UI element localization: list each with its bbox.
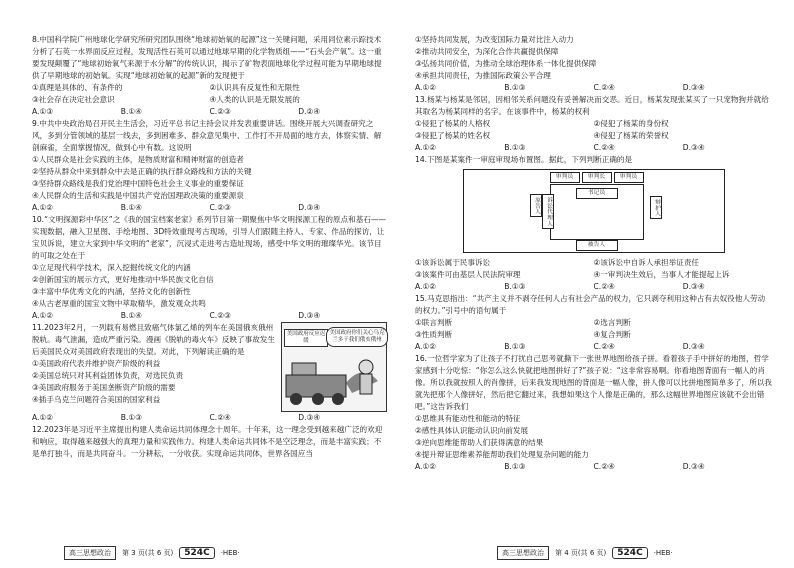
q14-choice-b: B.①③ xyxy=(504,282,526,291)
footer-tag: ·HEB· xyxy=(653,549,673,557)
q11-option-4: ④插手乌克兰问题符合美国的国家利益 xyxy=(32,395,161,404)
q13-option-1: ①侵犯了杨某的人格权 xyxy=(415,119,491,128)
q8-option-4: ④人类的认识是无限发展的 xyxy=(209,95,300,104)
q8-choice-a: A.①③ xyxy=(32,107,54,116)
q12-option-4: ④承担共同责任，为推国际政策公平合理 xyxy=(415,71,551,80)
q16-choice-d: D.③④ xyxy=(682,462,705,471)
q12-choice-c: C.②④ xyxy=(593,83,615,92)
cartoon-caption: 美国政府反应迟缓 xyxy=(284,329,328,347)
q15-choice-b: B.①③ xyxy=(504,342,526,351)
q16-option-2: ②感性具体认识能动认识向前发展 xyxy=(415,426,529,435)
q11-choice-c: C.②④ xyxy=(209,413,231,422)
question-9: 9.中共中央政治局召开民主生活会，习近平总书记主持会议并发表重要讲话。围绕开展大兴调查研究之风，多到分管领域的基层一线去，多到困难多、群众意见集中、工作打不开局面的地方去，体察实情、解剖麻雀，全面掌握情况，做到心中有数。这说明 xyxy=(32,119,382,152)
q11-option-1: ①美国政府代表并维护资产阶级的利益 xyxy=(32,359,161,368)
q11-option-2: ②美国总统只对其利益团体负责，对选民负责 xyxy=(32,371,184,380)
q10-choices xyxy=(32,310,387,322)
q9-choice-d: D.③④ xyxy=(298,203,321,212)
q10-choice-a: A.①② xyxy=(32,311,54,320)
q13-options xyxy=(415,118,772,142)
q9-option-1: ①人民群众是社会实践的主体，是物质财富和精神财富的创造者 xyxy=(32,155,244,164)
q12-option-3: ③弘扬共同价值，为推动全球治理体系一体化提供保障 xyxy=(415,59,597,68)
q15-choice-c: C.②④ xyxy=(593,342,615,351)
clerk-seat: 书记员 xyxy=(576,188,618,199)
q10-option-4: ④从古老厚重的国宝文物中萃取精华，激发观众共鸣 xyxy=(32,299,206,308)
q12-choices xyxy=(415,82,772,94)
q11-choices xyxy=(32,412,387,424)
q9-choices xyxy=(32,202,387,214)
q14-option-4: ④一审判决生效后，当事人才能提起上诉 xyxy=(593,270,730,279)
defendant-seat: 被告人 xyxy=(576,240,618,251)
q9-option-4: ④人民群众的生活和实践是中国共产党治国理政决策的重要源泉 xyxy=(32,191,244,200)
q8-option-3: ③社会存在决定社会意识 xyxy=(32,95,115,104)
q12-option-1: ①坚持共同发展，为改变国际力量对比注入动力 xyxy=(415,35,574,44)
q9-choice-c: C.②③ xyxy=(209,203,231,212)
q8-choice-d: D.②④ xyxy=(298,107,321,116)
q16-choice-b: B.①③ xyxy=(504,462,526,471)
q11-choice-d: D.③④ xyxy=(298,413,321,422)
courtroom-diagram xyxy=(463,169,725,253)
q9-choice-b: B.①④ xyxy=(120,203,142,212)
q13-choices xyxy=(415,142,772,154)
footer-subject: 高三思想政治 xyxy=(64,546,116,560)
q11-choice-a: A.①② xyxy=(32,413,54,422)
right-footer xyxy=(497,546,673,560)
q13-choice-a: A.①② xyxy=(415,143,437,152)
question-8: 8.中国科学院广州地球化学研究所研究团队围绕“地球初始氧的起源”这一关键问题，采用同位素示踪技术分析了石英一水界面反应过程，发现活性石英可以通过地球早期的化学物质组——“石头会产氧”。这一重要发现颠覆了“地球初始氧气来源于水分解”的传统认识，揭示了矿物表面地球化学过程可能为早期地球提供了早期地球的初始氧。实现“地球初始氧的起源”新的发现便于 xyxy=(32,35,382,80)
q10-option-2: ②创新国宝的展示方式，更好地推动中华民族文化自信 xyxy=(32,275,214,284)
q10-choice-b: B.①④ xyxy=(120,311,142,320)
judge-chief: 审判长 xyxy=(582,172,612,183)
judge-right: 审判员 xyxy=(614,172,644,183)
q9-option-2: ②坚持从群众中来到群众中去是正确的执行群众路线和方法的关键 xyxy=(32,167,252,176)
q15-option-1: ①联言判断 xyxy=(415,318,453,327)
q15-choices xyxy=(415,341,772,353)
judge-left: 审判员 xyxy=(550,172,580,183)
question-13: 13.杨某与杨某是邻居，因相邻关系问题没有妥善解决而交恶。近日，杨某发现张某买了一只宠物狗并就给其取名为杨某同样的名字。在该事件中，杨某的权利 xyxy=(415,95,769,116)
footer-page: 第 3 页(共 6 页) xyxy=(122,549,174,557)
footer-code: 524C xyxy=(612,547,647,559)
q8-options xyxy=(32,82,387,106)
footer-tag: ·HEB· xyxy=(220,549,240,557)
q13-choice-b: B.①③ xyxy=(504,143,526,152)
q16-choice-c: C.②④ xyxy=(593,462,615,471)
q15-option-2: ②选言判断 xyxy=(593,318,631,327)
q11-block xyxy=(32,322,387,412)
q10-option-1: ①立足现代科学技术，深入挖掘传统文化的内涵 xyxy=(32,263,191,272)
q14-choices xyxy=(415,281,772,293)
q10-choice-d: D.③④ xyxy=(298,311,321,320)
q15-option-4: ④复合判断 xyxy=(593,330,631,339)
question-11: 11.2023年2月，一列载有易燃且致癌气体氯乙烯的列车在美国俄亥俄州脱轨。毒气泄漏，造成严重污染。漫画《脱轨的毒火车》反映了事故发生后美国民众对美国政府表现出的失望。对此，下列解读正确的是 xyxy=(32,323,275,356)
q8-choices xyxy=(32,106,387,118)
q14-option-3: ③该案件可由基层人民法院审理 xyxy=(415,270,521,279)
defense-seat: 辩护人 xyxy=(650,196,662,219)
plaintiff-seat: 原告人 xyxy=(530,194,542,217)
q13-option-2: ②侵犯了杨某的身份权 xyxy=(593,119,669,128)
q15-option-3: ③性质判断 xyxy=(415,330,453,339)
q14-option-2: ②该诉讼中自诉人承担举证责任 xyxy=(593,258,700,267)
q13-choice-c: C.②④ xyxy=(593,143,615,152)
q15-options xyxy=(415,317,772,341)
q11-option-3: ③美国政府服务于美国垄断资产阶级的需要 xyxy=(32,383,176,392)
cartoon-image xyxy=(281,322,387,412)
q16-choice-a: A.①② xyxy=(415,462,437,471)
q15-choice-d: D.③④ xyxy=(682,342,705,351)
q8-option-1: ①真理是具体的、有条件的 xyxy=(32,83,123,92)
q13-choice-d: D.③④ xyxy=(682,143,705,152)
q9-option-3: ③坚持群众路线是我们党治理中国特色社会主义事业的重要保证 xyxy=(32,179,244,188)
q13-option-3: ③侵犯了杨某的姓名权 xyxy=(415,131,491,140)
q8-option-2: ②认识具有反复性和无限性 xyxy=(209,83,300,92)
q16-option-3: ③逆向思维能帮助人们获得满意的结果 xyxy=(415,438,544,447)
q16-option-1: ①思维具有能动性和能动的特征 xyxy=(415,414,521,423)
q12-choice-d: D.③④ xyxy=(682,83,705,92)
q10-choice-c: C.②③ xyxy=(209,311,231,320)
q14-choice-a: A.①② xyxy=(415,282,437,291)
footer-subject: 高三思想政治 xyxy=(497,546,549,560)
q14-options xyxy=(415,257,772,281)
left-footer xyxy=(64,546,240,560)
agent-seat: 诉讼代理人 xyxy=(542,194,554,229)
question-10: 10.“文明探源彩中华区”之《我的国宝档案老家》系列节目第一期聚焦中华文明探源工程的原点和基石——实现数据，融入卫星图、手绘地图、3D特效重现考古现场，引导人们跟随主持人、专家、作品的探访，让宝贝诉说，建立大家到中华文明的“老家”，沉浸式走进考古造址现场，感受中华文明的璀璨华光。该节目的可取之处在于 xyxy=(32,215,387,260)
footer-page: 第 4 页(共 6 页) xyxy=(555,549,607,557)
q14-choice-d: D.③④ xyxy=(682,282,705,291)
q9-choice-a: A.①② xyxy=(32,203,54,212)
question-12: 12.2023年是习近平主席提出构建人类命运共同体理念十周年。十年来，这一理念受到越来越广泛的欢迎和响应，取得越来越强大的真理力量和实践伟力。构建人类命运共同体不是空泛理念，而是丰富实践；不是单打独斗，而是共同奋斗。一分耕耘，一分收获。实现命运共同体，世界各国应当 xyxy=(32,425,383,458)
q11-choice-b: B.①③ xyxy=(120,413,142,422)
q12-option-2: ②推动共同安全，为深化合作共赢提供保障 xyxy=(415,47,559,56)
question-15: 15.马克思指出：“共产主义并不剥夺任何人占有社会产品的权力，它只剥夺利用这种占有去奴役他人劳动的权力。”引号中的语句属于 xyxy=(415,294,766,315)
q16-choices xyxy=(415,461,772,473)
q8-choice-b: B.①④ xyxy=(120,107,142,116)
q14-choice-c: C.②④ xyxy=(593,282,615,291)
q16-option-4: ④提升辩证思维素养能帮助我们处理复杂问题的能力 xyxy=(415,450,589,459)
question-14: 14.下图是某案件一审庭审现场布置图。据此，下列判断正确的是 xyxy=(415,155,633,164)
q12-choice-b: B.①③ xyxy=(504,83,526,92)
q15-choice-a: A.①② xyxy=(415,342,437,351)
cartoon-speech-bubble: 美国政府你们关心乌克兰多于我们俄亥俄州 xyxy=(326,327,388,347)
q14-option-1: ①该诉讼属于民事诉讼 xyxy=(415,258,491,267)
q8-choice-c: C.②③ xyxy=(209,107,231,116)
q10-option-3: ③丰富中华优秀文化的内涵，坚持文化的创新性 xyxy=(32,287,191,296)
question-16: 16.一位哲学家为了让孩子不打扰自己思考就撕下一张世界地图给孩子拼。看着孩子手中拼好的地图，哲学家感到十分吃惊：“你怎么这么快就把地图拼好了?”孩子说：“这非常容易啊。你看地图背面有一幅人的肖像。所以我就按照人的肖像拼，后来我发现地图的背面是一幅人像，拼人像可以比拼地图简单多了，所以我就先把那个人像拼好，然后把它翻过来，我想如果这个人像是正确的，那么这幅世界地图应该就不会出错吧。”这告诉我们 xyxy=(415,354,772,411)
right-page xyxy=(397,0,794,568)
q13-option-4: ④侵犯了杨某的荣誉权 xyxy=(593,131,669,140)
q12-choice-a: A.①② xyxy=(415,83,437,92)
footer-code: 524C xyxy=(179,547,214,559)
